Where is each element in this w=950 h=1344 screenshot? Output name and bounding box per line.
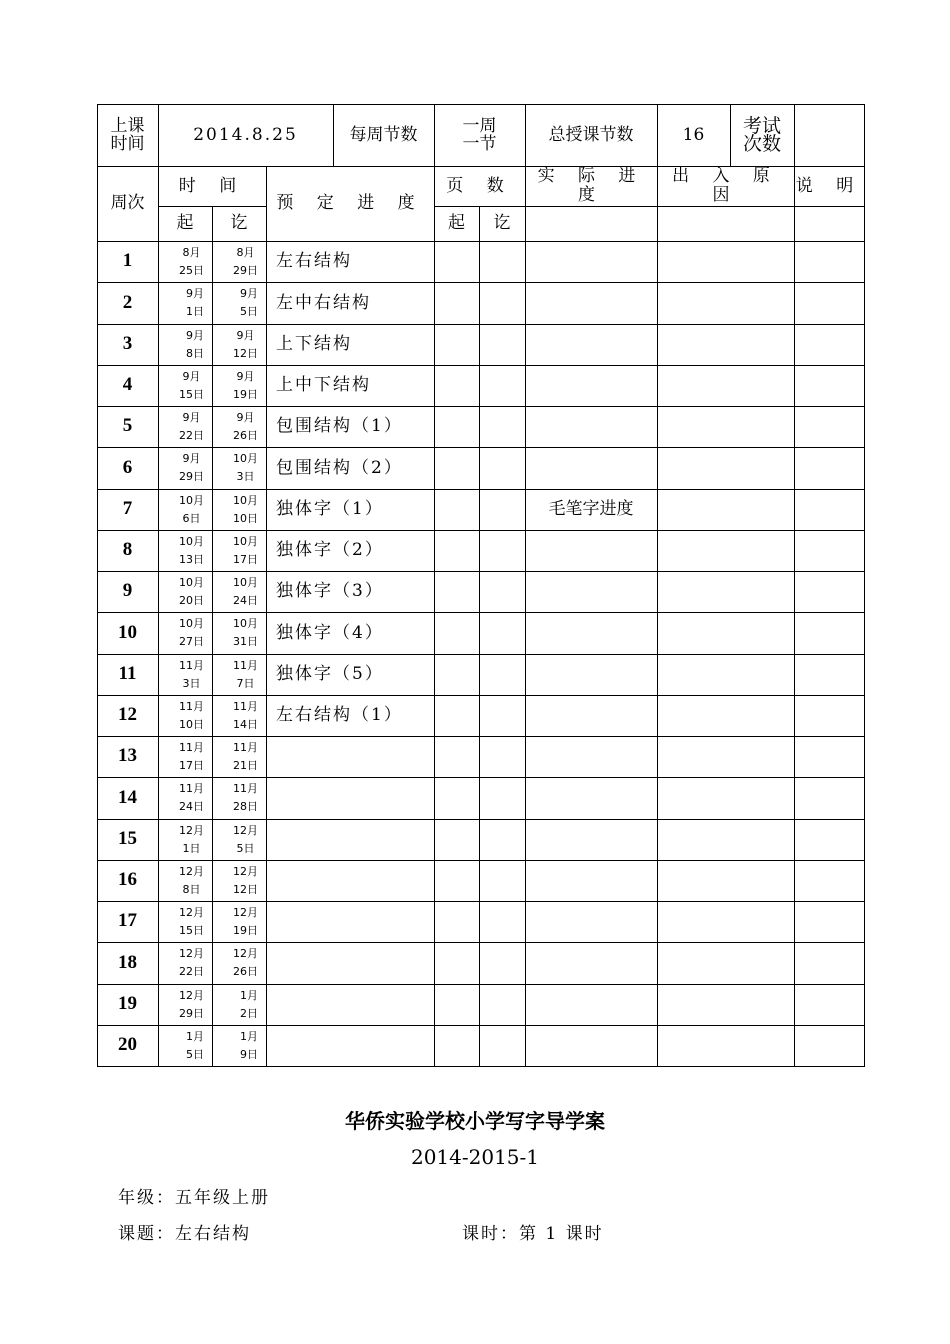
header-col-line <box>864 104 865 166</box>
pages-header: 页 数 <box>446 175 513 196</box>
actual-progress <box>525 942 657 984</box>
weekly-periods-value: 一周 一节 <box>462 116 497 154</box>
week-end-date: 9月 5日 <box>240 287 258 318</box>
planned-progress: 独体字（5） <box>276 664 384 685</box>
planned-progress: 包围结构（2） <box>276 457 403 478</box>
planned-progress: 包围结构（1） <box>276 416 403 437</box>
planned-progress: 独体字（2） <box>276 540 384 561</box>
week-end-date: 10月 3日 <box>233 452 258 483</box>
week-end-date: 9月 26日 <box>233 410 258 442</box>
planned-progress <box>266 984 434 1025</box>
week-start-date: 8月 25日 <box>179 245 204 277</box>
week-end-date: 10月 31日 <box>233 617 258 648</box>
week-start-date: 11月 24日 <box>179 782 204 813</box>
week-end-date: 9月 12日 <box>233 328 258 360</box>
topic-label: 课题：左右结构 <box>118 1224 251 1244</box>
week-end-date: 10月 17日 <box>233 534 258 566</box>
planned-progress <box>266 819 434 860</box>
term-label: 2014-2015-1 <box>410 1145 540 1169</box>
week-number: 6 <box>122 456 133 478</box>
week-number: 11 <box>118 663 137 685</box>
actual-progress <box>525 406 657 447</box>
week-number: 17 <box>118 910 137 932</box>
week-start-date: 11月 17日 <box>179 740 204 772</box>
time-start-header: 起 <box>176 213 194 234</box>
week-start-date: 10月 27日 <box>179 617 204 648</box>
start-date-value: 2014.8.25 <box>193 124 298 145</box>
time-header: 时 间 <box>178 175 246 196</box>
col-line-page-start <box>479 206 480 1066</box>
week-number: 19 <box>118 993 137 1015</box>
week-number: 13 <box>118 745 137 767</box>
weekly-periods-label: 每周节数 <box>349 124 418 145</box>
actual-progress <box>525 571 657 612</box>
actual-progress <box>525 819 657 860</box>
row-line <box>97 1066 865 1067</box>
week-number: 4 <box>122 374 133 396</box>
actual-progress <box>525 695 657 736</box>
week-number: 9 <box>122 580 133 602</box>
week-end-date: 12月 26日 <box>233 947 258 978</box>
planned-progress: 上下结构 <box>276 334 352 355</box>
planned-progress: 左右结构 <box>276 251 352 272</box>
week-start-date: 12月 8日 <box>179 864 204 896</box>
week-number: 2 <box>122 291 133 313</box>
actual-progress <box>525 612 657 654</box>
week-end-date: 12月 19日 <box>233 905 258 937</box>
planned-progress <box>266 860 434 901</box>
week-start-date: 12月 15日 <box>179 905 204 937</box>
col-line-plan <box>434 166 435 1066</box>
week-start-date: 9月 22日 <box>179 410 204 442</box>
planned-progress <box>266 777 434 819</box>
exam-count-label: 考试 次数 <box>742 115 781 155</box>
planned-progress: 左中右结构 <box>276 292 371 313</box>
week-number: 7 <box>122 498 133 520</box>
planned-progress <box>266 1025 434 1066</box>
week-start-date: 12月 1日 <box>179 823 204 855</box>
week-end-date: 9月 19日 <box>233 369 258 401</box>
col-line-right <box>864 166 865 1066</box>
col-line-deviation <box>794 166 795 1066</box>
actual-progress <box>525 241 657 282</box>
week-number: 20 <box>118 1034 137 1056</box>
actual-progress-header: 实 际 进 度 <box>537 166 645 205</box>
week-start-date: 12月 22日 <box>179 947 204 978</box>
actual-progress <box>525 1025 657 1066</box>
document-title: 华侨实验学校小学写字导学案 <box>345 1109 605 1133</box>
planned-progress <box>266 901 434 942</box>
actual-progress <box>525 282 657 324</box>
actual-progress <box>525 447 657 489</box>
week-header: 周次 <box>110 193 145 214</box>
week-number: 18 <box>118 951 137 973</box>
week-number: 5 <box>122 415 133 437</box>
total-periods-label: 总授课节数 <box>548 124 634 145</box>
week-start-date: 9月 8日 <box>186 328 204 360</box>
week-number: 15 <box>118 828 137 850</box>
week-start-date: 10月 20日 <box>179 575 204 607</box>
week-end-date: 11月 14日 <box>233 699 258 731</box>
period-label: 课时：第 1 课时 <box>462 1224 604 1244</box>
time-end-header: 讫 <box>230 213 248 234</box>
week-start-date: 9月 29日 <box>179 452 204 483</box>
planned-progress-header: 预 定 进 度 <box>276 193 424 214</box>
week-start-date: 9月 15日 <box>179 369 204 401</box>
actual-progress <box>525 860 657 901</box>
week-end-date: 11月 7日 <box>233 658 258 690</box>
actual-progress <box>525 365 657 406</box>
actual-progress <box>525 530 657 571</box>
week-start-date: 9月 1日 <box>186 287 204 318</box>
week-number: 14 <box>118 786 137 808</box>
week-start-date: 10月 6日 <box>179 493 204 525</box>
week-end-date: 10月 10日 <box>233 493 258 525</box>
week-start-date: 11月 10日 <box>179 699 204 731</box>
col-line-actual <box>657 166 658 1066</box>
page-start-header: 起 <box>448 213 465 234</box>
week-number: 3 <box>122 333 133 355</box>
planned-progress: 独体字（3） <box>276 581 384 602</box>
actual-progress: 毛笔字进度 <box>548 499 634 520</box>
actual-progress <box>525 984 657 1025</box>
planned-progress: 独体字（4） <box>276 622 384 643</box>
week-start-date: 1月 5日 <box>186 1029 204 1061</box>
actual-progress <box>525 777 657 819</box>
grade-label: 年级：五年级上册 <box>118 1188 270 1208</box>
total-periods-value: 16 <box>682 124 705 145</box>
week-end-date: 8月 29日 <box>233 245 258 277</box>
week-start-date: 10月 13日 <box>179 534 204 566</box>
week-number: 10 <box>118 621 137 643</box>
week-end-date: 10月 24日 <box>233 575 258 607</box>
exam-count-value <box>794 104 864 166</box>
actual-progress <box>525 901 657 942</box>
actual-progress <box>525 324 657 365</box>
actual-progress <box>525 736 657 777</box>
week-start-date: 11月 3日 <box>179 658 204 690</box>
planned-progress: 左右结构（1） <box>276 705 403 726</box>
planned-progress: 上中下结构 <box>276 375 371 396</box>
planned-progress: 独体字（1） <box>276 499 384 520</box>
note-header: 说 明 <box>795 175 863 196</box>
start-time-label: 上课 时间 <box>110 116 145 154</box>
planned-progress <box>266 942 434 984</box>
planned-progress <box>266 736 434 777</box>
week-number: 8 <box>122 539 133 561</box>
page-end-header: 讫 <box>493 213 511 234</box>
week-number: 12 <box>118 704 137 726</box>
deviation-reason-header: 出 入 原 因 <box>672 166 779 205</box>
week-end-date: 12月 5日 <box>233 823 258 855</box>
actual-progress <box>525 654 657 695</box>
week-end-date: 12月 12日 <box>233 864 258 896</box>
week-end-date: 1月 2日 <box>240 988 258 1020</box>
week-end-date: 1月 9日 <box>240 1029 258 1061</box>
week-start-date: 12月 29日 <box>179 988 204 1020</box>
week-end-date: 11月 21日 <box>233 740 258 772</box>
week-number: 1 <box>122 250 133 272</box>
week-number: 16 <box>118 869 137 891</box>
week-end-date: 11月 28日 <box>233 782 258 813</box>
